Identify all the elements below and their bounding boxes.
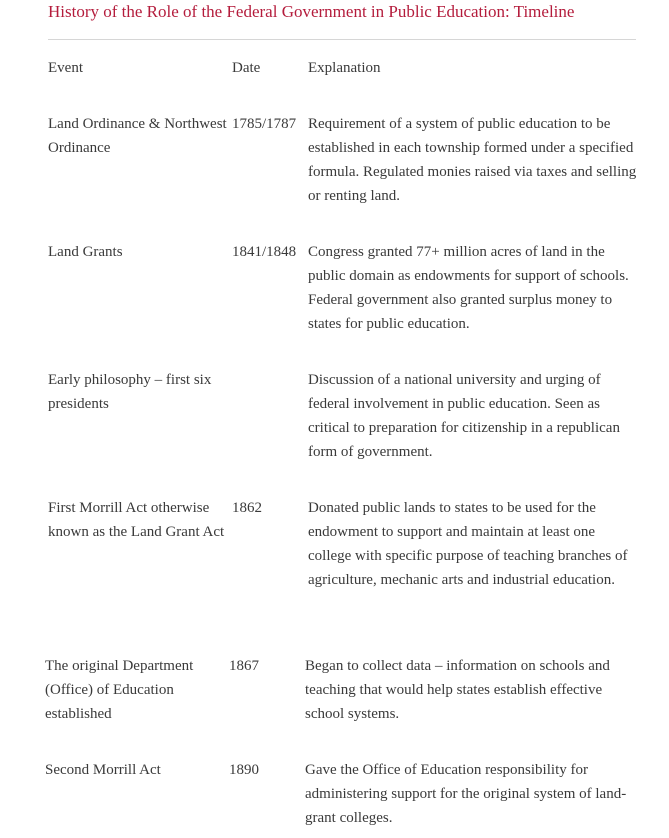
row-event: Land Grants	[48, 244, 123, 260]
row-event: Early philosophy – first six presidents	[48, 372, 212, 412]
row-explanation: Gave the Office of Education responsibility for administering support for the original system of land-grant colleges.	[305, 762, 627, 826]
row-explanation: Donated public lands to states to be used for the endowment to support and maintain at least one college with specific purpose of teaching branches of agriculture, mechanic arts and industrial education.	[308, 500, 628, 588]
column-header-date: Date	[232, 60, 261, 76]
row-event: The original Department (Office) of Education established	[45, 658, 194, 722]
column-header-event: Event	[48, 60, 83, 76]
row-explanation: Began to collect data – information on schools and teaching that would help states establish effective school systems.	[305, 658, 610, 722]
row-date: 1867	[229, 658, 259, 674]
row-event: First Morrill Act otherwise known as the Land Grant Act	[48, 500, 225, 540]
row-explanation: Requirement of a system of public education to be established in each township formed under a specified formula. Regulated monies raised via taxes and selling or renting land.	[308, 116, 637, 204]
row-date: 1890	[229, 762, 259, 778]
row-date: 1862	[232, 500, 262, 516]
column-header-explanation: Explanation	[308, 60, 381, 76]
row-event: Land Ordinance & Northwest Ordinance	[48, 116, 227, 156]
page-title: History of the Role of the Federal Government in Public Education: Timeline	[48, 2, 575, 21]
row-date: 1785/1787	[232, 116, 297, 132]
title-divider	[48, 39, 636, 40]
row-event: Second Morrill Act	[45, 762, 161, 778]
row-explanation: Discussion of a national university and urging of federal involvement in public education. Seen as critical to preparation for citizenship in a republican form of government.	[308, 372, 620, 460]
row-explanation: Congress granted 77+ million acres of land in the public domain as endowments for support of schools. Federal government also granted surplus money to states for public education.	[308, 244, 629, 332]
row-date: 1841/1848	[232, 244, 297, 260]
